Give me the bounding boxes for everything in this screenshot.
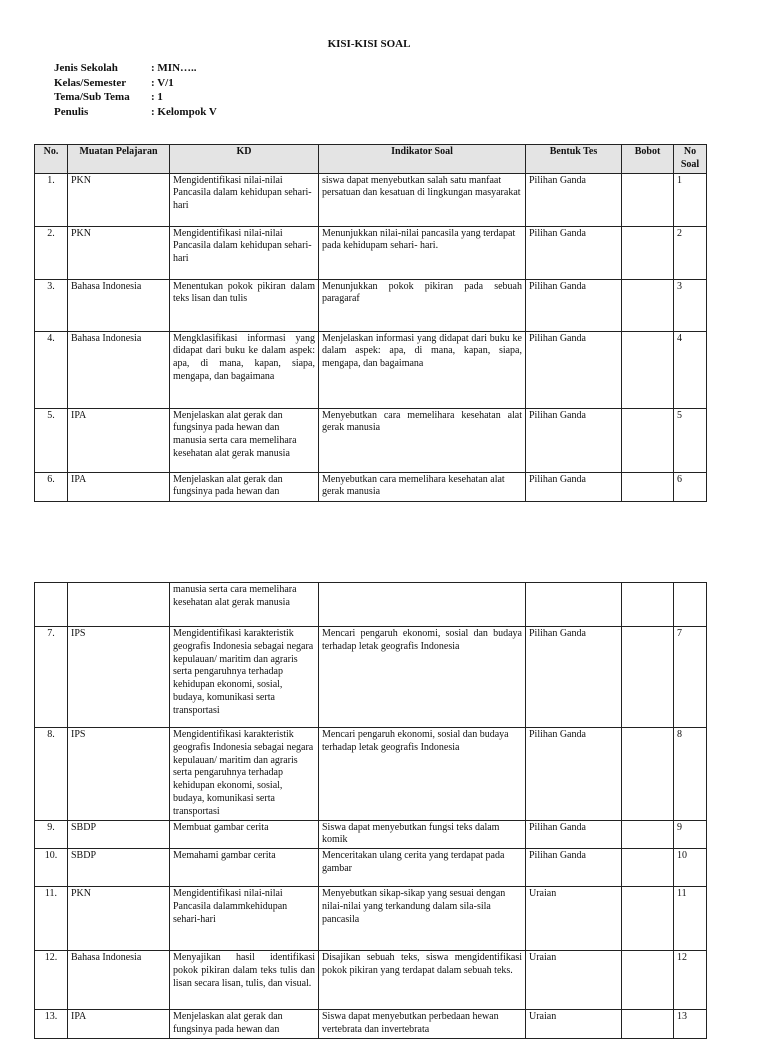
cell-bobot — [622, 849, 674, 887]
cell-muatan: Bahasa Indonesia — [68, 279, 170, 331]
header-bobot: Bobot — [622, 145, 674, 174]
cell-bentuk: Pilihan Ganda — [526, 408, 622, 472]
cell-bobot — [622, 951, 674, 1010]
cell-kd: Mengklasifikasi informasi yang didapat dari buku ke dalam aspek: apa, di mana, kapan, siapa, mengapa, dan bagaimana — [170, 331, 319, 408]
table-header-row — [35, 145, 707, 174]
cell-bobot — [622, 173, 674, 226]
cell-nosoal: 5 — [674, 408, 707, 472]
table-row — [35, 331, 707, 408]
cell-muatan: IPA — [68, 1010, 170, 1039]
table-row — [35, 951, 707, 1010]
cell-bentuk: Pilihan Ganda — [526, 331, 622, 408]
cell-nosoal: 3 — [674, 279, 707, 331]
cell-no: 5. — [35, 408, 68, 472]
cell-no: 1. — [35, 173, 68, 226]
cell-kd: Menyajikan hasil identifikasi pokok pikiran dalam teks tulis dan lisan secara lisan, tulis, dan visual. — [170, 951, 319, 1010]
meta-row-author — [54, 105, 217, 120]
cell-kd: manusia serta cara memelihara kesehatan alat gerak manusia — [170, 583, 319, 627]
cell-muatan: SBDP — [68, 849, 170, 887]
cell-bentuk: Pilihan Ganda — [526, 226, 622, 279]
table-row — [35, 820, 707, 849]
cell-no: 13. — [35, 1010, 68, 1039]
cell-nosoal: 7 — [674, 627, 707, 728]
cell-indikator: Menjelaskan informasi yang didapat dari buku ke dalam aspek: apa, di mana, kapan, siapa, mengapa, dan bagaimana — [319, 331, 526, 408]
cell-bobot — [622, 728, 674, 821]
header-nosoal: No Soal — [674, 145, 707, 174]
cell-nosoal: 4 — [674, 331, 707, 408]
cell-kd: Mengidentifikasi karakteristik geografis Indonesia sebagai negara kepulauan/ maritim dan agraris serta pengaruhnya terhadap kehidupan ekonomi, sosial, budaya, komunikasi serta transportasi — [170, 728, 319, 821]
meta-label: Tema/Sub Tema — [54, 91, 130, 103]
kisi-table-page-1 — [34, 144, 707, 502]
cell-no: 2. — [35, 226, 68, 279]
cell-kd: Menentukan pokok pikiran dalam teks lisan dan tulis — [170, 279, 319, 331]
cell-muatan: IPS — [68, 728, 170, 821]
table-row — [35, 226, 707, 279]
cell-kd: Mengidentifikasi karakteristik geografis Indonesia sebagai negara kepulauan/ maritim dan agraris serta pengaruhnya terhadap kehidupan ekonomi, sosial, budaya, komunikasi serta transportasi — [170, 627, 319, 728]
cell-indikator: Menyebutkan sikap-sikap yang sesuai dengan nilai-nilai yang terkandung dalam sila-sila pancasila — [319, 887, 526, 951]
table-row — [35, 887, 707, 951]
cell-nosoal — [674, 583, 707, 627]
cell-muatan: Bahasa Indonesia — [68, 331, 170, 408]
cell-muatan: Bahasa Indonesia — [68, 951, 170, 1010]
cell-indikator: Mencari pengaruh ekonomi, sosial dan budaya terhadap letak geografis Indonesia — [319, 627, 526, 728]
cell-bentuk: Pilihan Ganda — [526, 627, 622, 728]
document-meta — [54, 61, 217, 119]
meta-value: : MIN….. — [151, 62, 197, 74]
table-row — [35, 627, 707, 728]
cell-bobot — [622, 887, 674, 951]
cell-bentuk: Uraian — [526, 1010, 622, 1039]
cell-kd: Memahami gambar cerita — [170, 849, 319, 887]
cell-indikator: Menyebutkan cara memelihara kesehatan alat gerak manusia — [319, 472, 526, 501]
cell-indikator: Menceritakan ulang cerita yang terdapat pada gambar — [319, 849, 526, 887]
cell-muatan — [68, 583, 170, 627]
cell-kd: Mengidentifikasi nilai-nilai Pancasila dalam kehidupan sehari-hari — [170, 173, 319, 226]
cell-bentuk: Pilihan Ganda — [526, 173, 622, 226]
document-title: KISI-KISI SOAL — [327, 38, 411, 50]
cell-no: 3. — [35, 279, 68, 331]
cell-kd: Menjelaskan alat gerak dan fungsinya pada hewan dan — [170, 1010, 319, 1039]
cell-indikator: Siswa dapat menyebutkan fungsi teks dalam komik — [319, 820, 526, 849]
cell-indikator: Menyebutkan cara memelihara kesehatan alat gerak manusia — [319, 408, 526, 472]
kisi-table-page-2 — [34, 582, 707, 1039]
cell-bentuk: Pilihan Ganda — [526, 849, 622, 887]
cell-bentuk: Pilihan Ganda — [526, 279, 622, 331]
cell-bobot — [622, 226, 674, 279]
cell-no: 7. — [35, 627, 68, 728]
cell-indikator: Menunjukkan pokok pikiran pada sebuah paragaraf — [319, 279, 526, 331]
table-row — [35, 173, 707, 226]
meta-row-school — [54, 61, 217, 76]
table-row — [35, 849, 707, 887]
cell-bobot — [622, 627, 674, 728]
cell-kd: Menjelaskan alat gerak dan fungsinya pada hewan dan manusia serta cara memelihara kesehatan alat gerak manusia — [170, 408, 319, 472]
cell-nosoal: 2 — [674, 226, 707, 279]
header-kd: KD — [170, 145, 319, 174]
cell-muatan: IPA — [68, 472, 170, 501]
cell-kd: Mengidentifikasi nilai-nilai Pancasila dalam kehidupan sehari-hari — [170, 226, 319, 279]
cell-indikator: siswa dapat menyebutkan salah satu manfaat persatuan dan kesatuan di lingkungan masyarakat — [319, 173, 526, 226]
table-row — [35, 583, 707, 627]
header-muatan: Muatan Pelajaran — [68, 145, 170, 174]
cell-no: 8. — [35, 728, 68, 821]
cell-no: 6. — [35, 472, 68, 501]
cell-muatan: IPS — [68, 627, 170, 728]
cell-kd: Menjelaskan alat gerak dan fungsinya pada hewan dan — [170, 472, 319, 501]
cell-muatan: SBDP — [68, 820, 170, 849]
cell-kd: Membuat gambar cerita — [170, 820, 319, 849]
cell-bentuk — [526, 583, 622, 627]
meta-label: Kelas/Semester — [54, 76, 127, 89]
meta-label: Jenis Sekolah — [54, 62, 118, 74]
meta-value: : V/1 — [151, 76, 174, 89]
cell-indikator: Mencari pengaruh ekonomi, sosial dan budaya terhadap letak geografis Indonesia — [319, 728, 526, 821]
meta-row-theme — [54, 90, 217, 105]
cell-bobot — [622, 820, 674, 849]
cell-no: 11. — [35, 887, 68, 951]
cell-bentuk: Uraian — [526, 887, 622, 951]
cell-nosoal: 6 — [674, 472, 707, 501]
cell-nosoal: 12 — [674, 951, 707, 1010]
cell-no: 4. — [35, 331, 68, 408]
cell-kd: Mengidentifikasi nilai-nilai Pancasila dalammkehidupan sehari-hari — [170, 887, 319, 951]
header-no: No. — [35, 145, 68, 174]
meta-value: : 1 — [151, 91, 163, 103]
cell-bobot — [622, 279, 674, 331]
cell-bentuk: Pilihan Ganda — [526, 472, 622, 501]
cell-bentuk: Uraian — [526, 951, 622, 1010]
cell-nosoal: 10 — [674, 849, 707, 887]
cell-nosoal: 8 — [674, 728, 707, 821]
cell-indikator — [319, 583, 526, 627]
cell-indikator: Disajikan sebuah teks, siswa mengidentifikasi pokok pikiran yang terdapat dalam sebuah teks. — [319, 951, 526, 1010]
cell-bentuk: Pilihan Ganda — [526, 728, 622, 821]
cell-nosoal: 9 — [674, 820, 707, 849]
cell-bentuk: Pilihan Ganda — [526, 820, 622, 849]
cell-muatan: PKN — [68, 173, 170, 226]
cell-bobot — [622, 472, 674, 501]
cell-muatan: PKN — [68, 226, 170, 279]
cell-nosoal: 13 — [674, 1010, 707, 1039]
meta-value: : Kelompok V — [151, 105, 217, 118]
header-indikator: Indikator Soal — [319, 145, 526, 174]
cell-nosoal: 11 — [674, 887, 707, 951]
meta-label: Penulis — [54, 105, 89, 118]
cell-no: 9. — [35, 820, 68, 849]
cell-bobot — [622, 331, 674, 408]
meta-row-class — [54, 76, 217, 91]
table-row — [35, 472, 707, 501]
table-row — [35, 279, 707, 331]
cell-no: 10. — [35, 849, 68, 887]
table-row — [35, 408, 707, 472]
cell-muatan: PKN — [68, 887, 170, 951]
cell-bobot — [622, 408, 674, 472]
cell-no: 12. — [35, 951, 68, 1010]
cell-nosoal: 1 — [674, 173, 707, 226]
cell-indikator: Menunjukkan nilai-nilai pancasila yang terdapat pada kehidupam sehari- hari. — [319, 226, 526, 279]
header-bentuk: Bentuk Tes — [526, 145, 622, 174]
cell-bobot — [622, 583, 674, 627]
cell-no — [35, 583, 68, 627]
cell-indikator: Siswa dapat menyebutkan perbedaan hewan vertebrata dan invertebrata — [319, 1010, 526, 1039]
table-row — [35, 728, 707, 821]
cell-muatan: IPA — [68, 408, 170, 472]
